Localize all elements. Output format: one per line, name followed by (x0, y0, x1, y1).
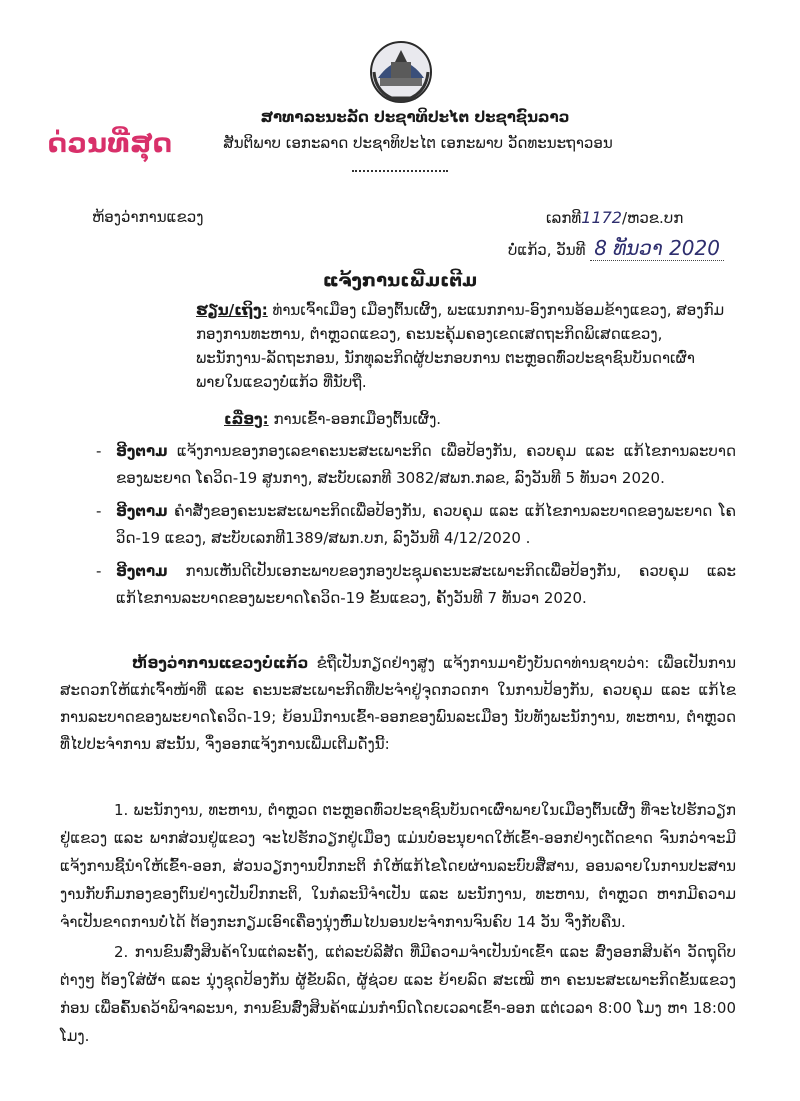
header-separator (352, 170, 448, 172)
urgent-label: ດ່ວນທີ່ສຸດ (48, 128, 173, 159)
numbered-points (60, 796, 736, 1052)
date-prefix: ບໍ່ແກ້ວ, ວັນທີ (508, 241, 586, 259)
reference-label: ອີງຕາມ (116, 502, 168, 520)
reference-label: ອີງຕາມ (116, 562, 168, 580)
document-number-value: 1172 (581, 208, 622, 227)
reference-bullet: - (96, 502, 102, 520)
addressee-block (196, 298, 726, 394)
document-title: ແຈ້ງການເພີ່ມເຕີມ (322, 270, 478, 291)
point-item: 1. ພະນັກງານ, ທະຫານ, ຕຳຫຼວດ ຕະຫຼອດທົ່ວປະຊາຊົນບັນດາເຜົ່າພາຍໃນເມືອງຕົ້ນເຜິ້ງ ທີ່ຈະໄປຮັກວຽກຢູ່ແຂວງ ແລະ ພາກສ່ວນຢູ່ແຂວງ ຈະໄປຮັກວຽກຢູ່ເມືອງ ແມ່ນບໍ່ອະນຸຍາດໃຫ້ເຂົ້າ-ອອກຢ່າງເດັດຂາດ ຈົນກວ່າຈະມີແຈ້ງການຊີ້ນຳໃຫ້ເຂົ້າ-ອອກ, ສ່ວນວຽກງານປົກກະຕິ ກໍໃຫ້ແກ້ໄຂໂດຍຜ່ານລະບົບສື່ສານ, ອອນລາຍໃນການປະສານງານກັບກົມກອງຂອງຕົນຢ່າງເປັນປົກກະຕິ, ໃນກໍລະນີຈຳເປັນ ແລະ ພະນັກງານ, ທະຫານ, ຕຳຫຼວດ ຫາກມີຄວາມຈຳເປັນຂາດການບໍ່ໄດ້ ຕ້ອງກະກຽມເອົາເຄື່ອງນຸ່ງຫົ່ມໄປນອນປະຈຳການຈົນຄົບ 14 ວັນ ຈຶ່ງກັບຄືນ. (60, 801, 736, 931)
subject-line (224, 410, 441, 428)
reference-text: ແຈ້ງການຂອງກອງເລຂາຄະນະສະເພາະກິດ ເພື່ອປ້ອງກັນ, ຄວບຄຸມ ແລະ ແກ້ໄຂການລະບາດຂອງພະຍາດ ໂຄວິດ-19 ສູນກາງ, ສະບັບເລກທີ 3082/ສພກ.ກລຂ, ລົງວັນທີ 5 ທັນວາ 2020. (116, 442, 736, 487)
point-item: 2. ການຂົນສົ່ງສິນຄ້າໃນແຕ່ລະຄັ້ງ, ແຕ່ລະບໍລິສັດ ທີ່ມີຄວາມຈຳເປັນນຳເຂົ້າ ແລະ ສົ່ງອອກສິນຄ້າ ວັດຖຸດິບຕ່າງໆ ຕ້ອງໃສ່ຜ້າ ແລະ ນຸ່ງຊຸດປ້ອງກັນ ຜູ້ຂັບລົດ, ຜູ້ຊ່ວຍ ແລະ ຍ້າຍລົດ ສະເໝີ ຫາ ຄະນະສະເພາະກິດຂັ້ນແຂວງກ່ອນ ເພື່ອຄົ້ນຄວ້າພິຈາລະນາ, ການຂົນສົ່ງສິນຄ້າແມ່ນກຳນົດໂດຍເວລາເຂົ້າ-ອອກ ແຕ່ເວລາ 8:00 ໂມງ ຫາ 18:00 ໂມງ. (60, 943, 736, 1045)
republic-heading: ສາທາລະນະລັດ ປະຊາທິປະໄຕ ປະຊາຊົນລາວ (260, 108, 570, 126)
reference-bullet: - (96, 442, 102, 460)
reference-bullet: - (96, 562, 102, 580)
date-value: 8 ທັນວາ 2020 (590, 236, 724, 261)
document-number-suffix: /ຫວຂ.ບກ (621, 209, 684, 227)
intro-text: ຂໍຖືເປັນກຽດຢ່າງສູງ ແຈ້ງການມາຍັງບັນດາທ່ານຊາບວ່າ: ເພື່ອເປັນການສະດວກໃຫ້ແກ່ເຈົ້າໜ້າທີ່ ແລະ ຄະນະສະເພາະກິດທີ່ປະຈຳຢູ່ຈຸດກວດກາ ໃນການປ້ອງກັນ, ຄວບຄຸມ ແລະ ແກ້ໄຂການລະບາດຂອງພະຍາດໂຄວິດ-19; ຍ້ອນມີການເຂົ້າ-ອອກຂອງພົນລະເມືອງ ນັບທັງພະນັກງານ, ທະຫານ, ຕຳຫຼວດ ທີ່ໄປປະຈຳການ ສະນັ້ນ, ຈຶ່ງອອກແຈ້ງການເພີ່ມເຕີມດັ່ງນີ້: (60, 654, 736, 753)
national-emblem-icon (366, 38, 436, 106)
subject-text: ການເຂົ້າ-ອອກເມືອງຕົ້ນເຜິ້ງ. (273, 410, 442, 428)
addressee-text: ທ່ານເຈົ້າເມືອງ ເມືອງຕົ້ນເຜິ້ງ, ພະແນກການ-ອົງການອ້ອມຂ້າງແຂວງ, ສອງກົມກອງການທະຫານ, ຕຳຫຼວດແຂວງ, ຄະນະຄຸ້ມຄອງເຂດເສດຖະກິດພິເສດແຂວງ, ພະນັກງານ-ລັດຖະກອນ, ນັກທຸລະກິດຜູ້ປະກອບການ ຕະຫຼອດທົ່ວປະຊາຊົນບັນດາເຜົ່າ ພາຍໃນແຂວງບໍ່ແກ້ວ ທີ່ນັບຖື. (196, 301, 725, 391)
subject-label: ເລື່ອງ: (224, 410, 269, 428)
references-list (96, 438, 736, 618)
intro-paragraph (60, 650, 736, 758)
document-number (546, 208, 683, 227)
issuing-office: ຫ້ອງວ່າການແຂວງ (92, 208, 204, 226)
document-date (508, 236, 724, 260)
reference-item (96, 438, 736, 492)
reference-text: ຄຳສັ່ງຂອງຄະນະສະເພາະກິດເພື່ອປ້ອງກັນ, ຄວບຄຸມ ແລະ ແກ້ໄຂການລະບາດຂອງພະຍາດ ໂຄວິດ-19 ແຂວງ, ສະບັບເລກທີ1389/ສພກ.ບກ, ລົງວັນທີ 4/12/2020 . (116, 502, 736, 547)
reference-item (96, 558, 736, 612)
reference-item (96, 498, 736, 552)
addressee-label: ຮຽນ/ເຖິງ: (196, 301, 268, 319)
national-motto: ສັນຕິພາບ ເອກະລາດ ປະຊາທິປະໄຕ ເອກະພາບ ວັດທະນະຖາວອນ (223, 134, 613, 152)
reference-label: ອີງຕາມ (116, 442, 168, 460)
intro-label: ຫ້ອງວ່າການແຂວງບໍ່ແກ້ວ (132, 654, 309, 672)
document-number-prefix: ເລກທີ (546, 209, 582, 227)
reference-text: ການເຫັນດີເປັນເອກະພາບຂອງກອງປະຊຸມຄະນະສະເພາະກິດເພື່ອປ້ອງກັນ, ຄວບຄຸມ ແລະ ແກ້ໄຂການລະບາດຂອງພະຍາດໂຄວິດ-19 ຂັ້ນແຂວງ, ຄັ້ງວັນທີ 7 ທັນວາ 2020. (116, 562, 736, 607)
